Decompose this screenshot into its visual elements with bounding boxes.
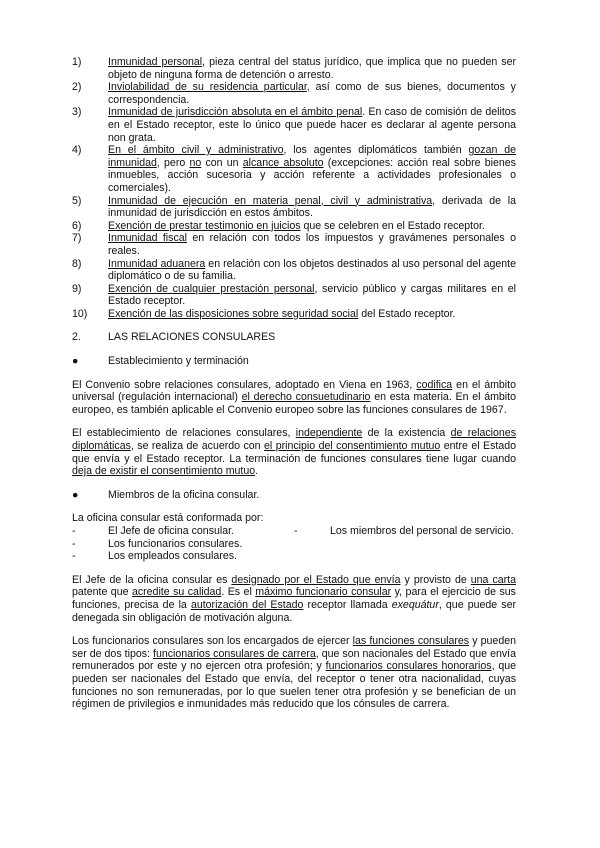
bullet-icon: ● <box>72 355 79 368</box>
office-intro: La oficina consular está conformada por: <box>72 512 264 525</box>
item-text <box>108 232 516 257</box>
list-item <box>72 195 516 220</box>
underlined-term: autorización del Estado <box>190 598 304 611</box>
list-item <box>72 56 516 81</box>
text-run: de la existencia <box>362 427 451 440</box>
section-number: 2. <box>72 331 81 344</box>
underlined-term: codifica <box>416 378 453 391</box>
underlined-term: Inmunidad personal <box>108 56 203 68</box>
item-number: 7) <box>72 232 82 245</box>
text-run: El Jefe de la oficina consular es <box>72 573 232 586</box>
bullet-establecimiento <box>72 355 516 368</box>
bullet-icon: ● <box>72 488 79 501</box>
document-page <box>72 56 516 711</box>
text-run: , que pueden ser nacionales del Estado que envía, del receptor o tener otra nacionalidad, cuyas funciones no son remuneradas, por lo que suelen tener otra profesión y se benefician de un régimen de privilegios e inmunidades más reducido que los cónsules de carrera. <box>72 660 517 711</box>
item-number: 3) <box>72 106 82 119</box>
text-run: en el ámbito universal (regulación internacional) <box>72 378 516 404</box>
text-run: , así como de sus bienes, documentos y correspondencia. <box>108 81 516 106</box>
item-number: 6) <box>72 219 82 232</box>
item-number: 5) <box>72 194 82 207</box>
underlined-term: Inmunidad de jurisdicción absoluta en el ámbito penal <box>108 106 363 119</box>
underlined-term: no <box>189 156 202 169</box>
text-run: , pieza central del status jurídico, que implica que no pueden ser objeto de ninguna forma de detención o arresto. <box>108 56 516 81</box>
item-text <box>108 258 516 283</box>
members-columns <box>72 525 516 563</box>
paragraph-jefe-oficina <box>72 574 516 624</box>
bullet-text: Miembros de la oficina consular. <box>108 488 260 501</box>
list-item: - El Jefe de oficina consular. <box>72 525 235 537</box>
underlined-term: independiente <box>295 427 363 440</box>
text-run: en esta materia. En el ámbito europeo, es también aplicable el Convenio europeo sobre las funciones consulares de 1967. <box>72 391 516 416</box>
text-run: . <box>255 465 259 478</box>
paragraph-convenio <box>72 379 516 417</box>
item-number: 4) <box>72 144 82 157</box>
underlined-term: acredite su calidad <box>131 586 222 599</box>
paragraph-establecimiento <box>72 427 516 477</box>
text-run: y, para el ejercicio de sus funciones, precisa de la <box>72 586 516 611</box>
bullet-miembros <box>72 489 516 502</box>
underlined-term: funcionarios consulares honorarios <box>325 660 492 673</box>
item-number: 1) <box>72 56 82 68</box>
text-run: . En caso de comisión de delitos en el Estado receptor, este lo único que puede hacer es declarar al agente persona non grata. <box>108 106 516 144</box>
list-item: - Los funcionarios consulares. <box>72 537 243 550</box>
text-run: El Convenio sobre relaciones consulares, adoptado en Viena en 1963, <box>72 378 417 391</box>
text-run: Los funcionarios consulares son los encargados de ejercer <box>72 635 353 648</box>
text-run: entre el Estado que envía y el Estado receptor. La terminación de funciones consulares tiene lugar cuando <box>72 440 517 465</box>
item-number: 8) <box>72 257 82 270</box>
item-text <box>108 106 516 144</box>
underlined-term: Exención de prestar testimonio en juicios <box>108 219 301 232</box>
item-text <box>108 220 516 233</box>
text-run: , los agentes diplomáticos también <box>283 144 469 157</box>
underlined-term: máximo funcionario consular <box>255 586 392 599</box>
list-item <box>72 308 516 321</box>
members-right-column <box>294 525 516 563</box>
underlined-term: Inmunidad de ejecución en materia penal, civil y administrativa <box>108 194 433 207</box>
underlined-term: funcionarios consulares de carrera <box>153 647 316 660</box>
underlined-term: Exención de cualquier prestación personal <box>108 282 315 295</box>
underlined-term: el derecho consuetudinario <box>241 391 371 404</box>
immunities-list <box>72 56 516 320</box>
underlined-term: una carta <box>470 573 516 586</box>
underlined-term: En el ámbito civil y administrativo <box>108 144 284 157</box>
underlined-term: Inmunidad fiscal <box>108 232 188 245</box>
members-left-column <box>72 525 294 563</box>
text-run: , que puede ser denegada sin obligación de motivación alguna. <box>72 598 516 624</box>
underlined-term: designado por el Estado que envía <box>231 573 401 586</box>
list-item: - Los miembros del personal de servicio. <box>294 525 514 537</box>
underlined-term: Inmunidad aduanera <box>108 257 206 270</box>
list-item <box>72 106 516 144</box>
italic-term: exequátur <box>391 598 439 611</box>
text-run: en relación con los objetos destinados al uso personal del agente diplomático o de su familia. <box>108 257 516 283</box>
text-run: El establecimiento de relaciones consulares, <box>72 427 296 440</box>
text-run: que se celebren en el Estado receptor. <box>300 219 485 232</box>
list-item <box>72 258 516 283</box>
text-run: patente que <box>72 586 132 599</box>
section-heading <box>72 331 516 344</box>
underlined-term: el principio del consentimiento mutuo <box>264 440 441 453</box>
underlined-term: alcance absoluto <box>242 156 324 169</box>
item-text <box>108 195 516 220</box>
item-text <box>108 308 516 321</box>
text-run: , se realiza de acuerdo con <box>130 440 265 453</box>
underlined-term: Inviolabilidad de su residencia particular <box>108 81 307 94</box>
text-run: del Estado receptor. <box>358 307 456 320</box>
underlined-term: deja de existir el consentimiento mutuo <box>72 465 256 478</box>
bullet-text: Establecimiento y terminación <box>108 355 249 368</box>
item-text <box>108 283 516 308</box>
list-item <box>72 144 516 194</box>
text-run: en relación con todos los impuestos y gravámenes personales o reales. <box>108 232 516 257</box>
underlined-term: las funciones consulares <box>352 635 470 648</box>
item-number: 2) <box>72 81 82 94</box>
list-item <box>72 283 516 308</box>
underlined-term: Exención de las disposiciones sobre seguridad social <box>108 307 359 320</box>
text-run: (excepciones: acción real sobre bienes inmuebles, acción sucesoria y acción referente a actividades profesionales o comerciales). <box>108 156 516 194</box>
text-run: . Es el <box>221 586 256 599</box>
item-text <box>108 56 516 81</box>
list-item <box>72 220 516 233</box>
text-run: , servicio público y cargas militares en el Estado receptor. <box>108 282 516 308</box>
item-text <box>108 81 516 106</box>
list-item <box>72 232 516 257</box>
section-title: LAS RELACIONES CONSULARES <box>108 331 276 344</box>
underlined-term: de relaciones diplomáticas <box>72 427 516 453</box>
item-number: 10) <box>72 307 88 320</box>
list-item <box>72 81 516 106</box>
text-run: con un <box>201 156 243 169</box>
item-number: 9) <box>72 282 82 295</box>
text-run: y pueden ser de dos tipos: <box>72 635 516 660</box>
item-text <box>108 144 516 194</box>
text-run: , que son nacionales del Estado que envía remunerados por este y no ejercen otra profesión; y <box>72 647 516 673</box>
paragraph-funcionarios <box>72 635 516 711</box>
text-run: receptor llamada <box>303 598 392 611</box>
underlined-term: gozan de inmunidad <box>108 144 516 169</box>
text-run: , pero <box>156 156 190 169</box>
text-run: y provisto de <box>400 573 471 586</box>
list-item: - Los empleados consulares. <box>72 550 237 563</box>
text-run: , derivada de la inmunidad de jurisdicción en estos ámbitos. <box>108 194 516 220</box>
